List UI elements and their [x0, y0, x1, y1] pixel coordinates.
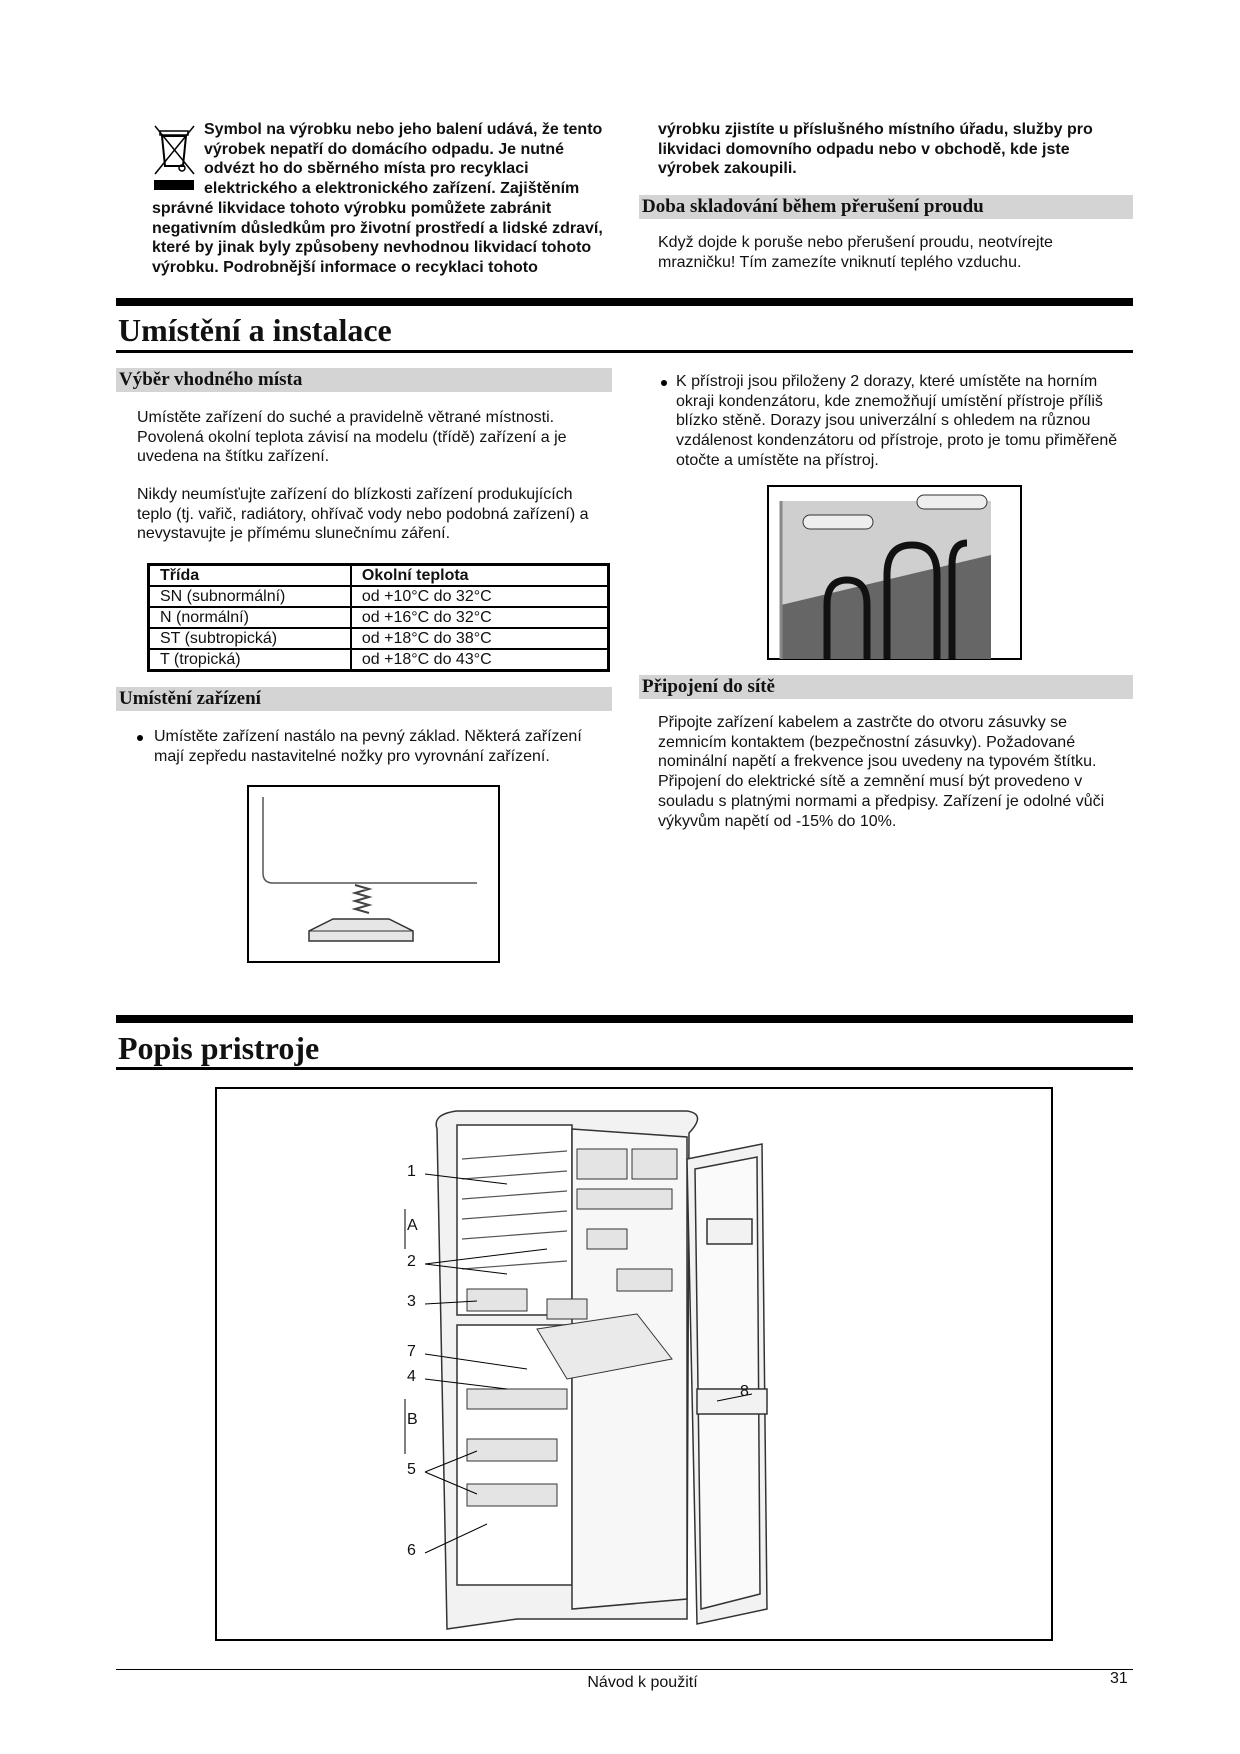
storage-text: Když dojde k poruše nebo přerušení proudu, neotvírejte mrazničku! Tím zamezíte vniknutí teplého vzduchu. — [658, 234, 1053, 271]
diagram-label-6: 6 — [407, 1542, 416, 1559]
table-header: Třída — [149, 565, 351, 587]
table-cell: N (normální) — [149, 607, 351, 628]
table-row — [149, 607, 609, 628]
recycling-notice — [152, 120, 614, 278]
crossed-wheelie-bin-icon — [152, 122, 198, 194]
diagram-label-7: 7 — [407, 1343, 416, 1360]
bullet-icon — [137, 735, 143, 741]
table-cell: T (tropická) — [149, 649, 351, 671]
choose-paragraph-2: Nikdy neumísťujte zařízení do blízkosti zařízení produkujících teplo (tj. vařič, radiátory, ohřívač vody nebo podobná zařízení) a nevystavujte je přímému slunečnímu záření. — [137, 486, 589, 543]
diagram-label-4: 4 — [407, 1368, 416, 1385]
stoppers-bullet-text: K přístroji jsou přiloženy 2 dorazy, které umístěte na horním okraji kondenzátoru, kde znemožňují umístění přístroje příliš blízko stěně. Dorazy jsou univerzální s ohledem na různou vzdálenost kondenzátoru od přístroje, proto je tomu přiměřeně otočte a umístěte na přístroj. — [676, 373, 1118, 469]
table-cell: od +10°C do 32°C — [351, 586, 609, 607]
table-row — [149, 628, 609, 649]
power-connection-text: Připojte zařízení kabelem a zastrčte do otvoru zásuvky se zemnicím kontaktem (bezpečnostní zásuvky). Požadované nominální napětí a frekvence jsou uvedeny na typovém štítku. Připojení do elektrické sítě a zemnění musí být provedeno v souladu s platnými normami a předpisy. Zařízení je odolné vůči výkyvům napětí od -15% do 10%. — [658, 714, 1105, 830]
section-heading-placement: Umístění zařízení — [116, 687, 612, 711]
table-cell: od +18°C do 43°C — [351, 649, 609, 671]
section-heading-choose-location: Výběr vhodného místa — [116, 368, 612, 392]
fridge-freezer-illustration — [217, 1089, 1051, 1639]
diagram-label-b: B — [407, 1411, 418, 1428]
diagram-label-2: 2 — [407, 1253, 416, 1270]
divider — [116, 1067, 1133, 1070]
table-cell: ST (subtropická) — [149, 628, 351, 649]
climate-class-table — [147, 563, 610, 672]
bullet-icon — [661, 380, 667, 386]
table-header: Okolní teplota — [351, 565, 609, 587]
diagram-label-a: A — [407, 1217, 418, 1234]
placement-bullet-text: Umístěte zařízení nastálo na pevný základ. Některá zařízení mají zepředu nastavitelné nožky pro vyrovnání zařízení. — [154, 728, 582, 765]
adjustable-foot-illustration — [247, 785, 500, 963]
recycling-text-continued: výrobku zjistíte u příslušného místního úřadu, služby pro likvidaci domovního odpadu nebo v obchodě, kde jste výrobek zakoupili. — [658, 121, 1093, 178]
page-title-installation: Umístění a instalace — [118, 312, 392, 348]
diagram-label-8: 8 — [740, 1383, 749, 1400]
section-heading-power-connection: Připojení do sítě — [639, 675, 1133, 699]
diagram-label-3: 3 — [407, 1293, 416, 1310]
appliance-diagram — [215, 1087, 1053, 1641]
table-cell: SN (subnormální) — [149, 586, 351, 607]
table-cell: od +16°C do 32°C — [351, 607, 609, 628]
choose-paragraph-1: Umístěte zařízení do suché a pravidelně větrané místnosti. Povolená okolní teplota závisí na modelu (třídě) zařízení a je uvedena na štítku zařízení. — [137, 409, 567, 466]
footer-rule — [116, 1669, 1133, 1670]
recycling-text: Symbol na výrobku nebo jeho balení udává, že tento výrobek nepatří do domácího odpadu. Je nutné odvézt ho do sběrného místa pro recyklaci elektrického a elektronického zařízení. Zajištěním správné likvidace tohoto výrobku pomůžete zabránit negativním důsledkům pro životní prostředí a lidské zdraví, které by jinak byly způsobeny nevhodnou likvidací tohoto výrobku. Podrobnější informace o recyklaci tohoto — [152, 121, 603, 276]
divider — [116, 1015, 1133, 1023]
diagram-label-1: 1 — [407, 1163, 416, 1180]
table-cell: od +18°C do 38°C — [351, 628, 609, 649]
table-row — [149, 649, 609, 671]
divider — [116, 298, 1133, 306]
table-row — [149, 586, 609, 607]
wall-stoppers-illustration — [767, 485, 1022, 660]
table-header-row — [149, 565, 609, 587]
section-heading-storage: Doba skladování během přerušení proudu — [639, 195, 1133, 219]
page-number: 31 — [1110, 1670, 1128, 1687]
diagram-label-5: 5 — [407, 1461, 416, 1478]
footer-title: Návod k použití — [587, 1674, 698, 1691]
divider — [116, 350, 1133, 353]
page-title-description: Popis pristroje — [118, 1030, 320, 1066]
